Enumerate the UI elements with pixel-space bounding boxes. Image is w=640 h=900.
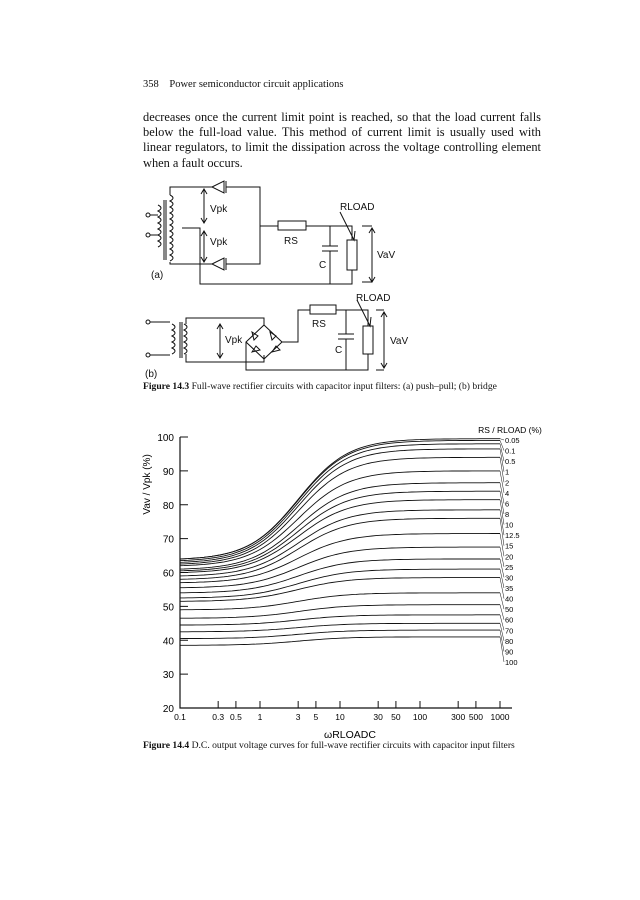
x-tick-label: 0.5	[230, 712, 242, 722]
series-label-50: 50	[505, 605, 514, 615]
x-tick-label: 300	[451, 712, 466, 722]
series-label-10: 10	[505, 520, 514, 530]
x-tick-label: 1	[257, 712, 263, 722]
fig-a-rload-resistor	[347, 240, 357, 270]
fig-b-label: (b)	[145, 369, 158, 380]
fig-a-label: (a)	[151, 270, 164, 281]
series-label-100: 100	[505, 658, 518, 667]
series-label-2: 2	[505, 478, 510, 488]
series-label-4: 4	[505, 488, 510, 498]
series-leader-20	[500, 534, 504, 557]
running-title: Power semiconductor circuit applications	[169, 79, 344, 90]
x-tick-label: 3	[295, 712, 301, 722]
fig-a-capacitor	[322, 246, 338, 251]
series-label-80: 80	[505, 636, 514, 646]
y-tick-label: 90	[162, 466, 174, 478]
series-label-35: 35	[505, 584, 514, 593]
fig-a-vav-label: VaV	[377, 250, 396, 261]
y-tick-label: 70	[162, 534, 174, 546]
x-tick-label: 30	[373, 712, 383, 722]
fig-b-rs-resistor	[310, 305, 336, 314]
series-line-6	[180, 483, 500, 569]
fig-b-bridge	[246, 325, 282, 359]
body-paragraph: decreases once the current limit point is reached, so that the load current falls below the full-load value. This method of current limit is usually used with linear regulators, to limit the dissipation across the voltage controlling element when a fault occurs.	[143, 110, 541, 170]
figure-14-4-text: D.C. output voltage curves for full-wave rectifier circuits with capacitor input filters	[189, 740, 515, 751]
fig-a-diode-bottom	[212, 258, 226, 270]
figure-14-3-number: Figure 14.3	[143, 381, 190, 392]
series-label-30: 30	[505, 573, 514, 583]
series-line-12.5	[180, 510, 500, 576]
series-line-40	[180, 578, 500, 602]
fig-b-secondary-coil	[184, 324, 187, 354]
x-tick-label: 50	[391, 712, 401, 722]
fig-a-input-terminal-top	[146, 213, 150, 217]
fig-b-c-label: C	[335, 345, 343, 356]
x-tick-label: 1000	[490, 712, 510, 722]
series-line-20	[180, 534, 500, 583]
legend-title: RS / RLOAD (%)	[478, 425, 542, 435]
fig-a-vpk-top-label: Vpk	[210, 204, 228, 215]
fig-b-rs-label: RS	[312, 319, 326, 330]
fig-a-vpk-bottom-label: Vpk	[210, 237, 228, 248]
figure-14-4-number: Figure 14.4	[143, 740, 190, 751]
series-line-1	[180, 449, 500, 562]
series-label-0.5: 0.5	[505, 457, 516, 467]
series-label-70: 70	[505, 626, 514, 636]
output-voltage-chart	[142, 425, 542, 741]
series-label-40: 40	[505, 594, 514, 604]
figure-14-3-caption	[143, 381, 497, 393]
series-label-90: 90	[505, 647, 514, 657]
series-line-0.5	[180, 444, 500, 561]
series-label-12.5: 12.5	[505, 531, 520, 541]
series-label-1: 1	[505, 467, 510, 477]
series-label-8: 8	[505, 510, 510, 519]
series-line-15	[180, 518, 500, 579]
y-tick-label: 20	[162, 704, 174, 715]
fig-a-secondary-coil	[170, 195, 173, 261]
fig-b-input-terminal-bottom	[146, 353, 150, 357]
figure-14-4-caption	[143, 740, 538, 752]
fig-a-input-terminal-bottom	[146, 233, 150, 237]
fig-b-primary-coil	[172, 324, 175, 354]
fig-a-rs-resistor	[278, 221, 306, 230]
y-tick-label: 30	[162, 670, 174, 682]
x-tick-label: 5	[313, 712, 319, 722]
fig-b-vpk-label: Vpk	[225, 335, 243, 346]
fig-a-c-label: C	[319, 260, 327, 271]
series-label-15: 15	[505, 541, 514, 551]
series-leader-6	[500, 483, 504, 504]
y-tick-label: 60	[162, 568, 174, 580]
fig-a-circuit	[146, 181, 375, 284]
y-tick-label: 100	[157, 433, 174, 444]
series-label-20: 20	[505, 552, 514, 562]
y-axis-label: Vav / Vpk (%)	[142, 454, 153, 515]
series-leader-25	[500, 547, 504, 567]
series-line-10	[180, 500, 500, 573]
fig-a-primary-coil	[158, 205, 161, 247]
series-line-35	[180, 569, 500, 598]
fig-b-capacitor	[338, 334, 354, 339]
figure-14-3-text: Full-wave rectifier circuits with capacitor input filters: (a) push–pull; (b) bridge	[189, 381, 497, 392]
fig-b-rload-label: RLOAD	[356, 293, 391, 304]
fig-a-rs-label: RS	[284, 236, 298, 247]
fig-a-rload-label: RLOAD	[340, 202, 375, 213]
series-label-25: 25	[505, 562, 514, 572]
series-leader-4	[500, 471, 504, 493]
y-tick-label: 40	[162, 636, 174, 648]
y-tick-label: 50	[162, 602, 174, 614]
series-line-2	[180, 457, 500, 564]
series-leader-0.05	[500, 439, 504, 440]
series-label-6: 6	[505, 499, 510, 509]
series-leader-35	[500, 569, 504, 588]
fig-b-vav-label: VaV	[390, 336, 409, 347]
y-tick-label: 80	[162, 500, 174, 512]
series-label-60: 60	[505, 615, 514, 625]
page-number: 358	[143, 79, 159, 90]
x-tick-label: 0.3	[212, 712, 225, 722]
x-tick-label: 0.1	[174, 712, 186, 722]
x-tick-label: 500	[468, 712, 484, 722]
x-tick-label: 10	[335, 712, 345, 722]
x-axis-label: ωRLOADC	[324, 729, 376, 741]
fig-b-rload-resistor	[363, 326, 373, 354]
series-label-0.05: 0.05	[505, 436, 520, 445]
x-tick-label: 100	[412, 712, 428, 722]
fig-b-circuit	[146, 300, 387, 370]
series-leader-30	[500, 559, 504, 577]
series-label-0.1: 0.1	[505, 446, 516, 456]
fig-a-diode-top	[212, 181, 226, 193]
fig-b-input-terminal-top	[146, 320, 150, 324]
